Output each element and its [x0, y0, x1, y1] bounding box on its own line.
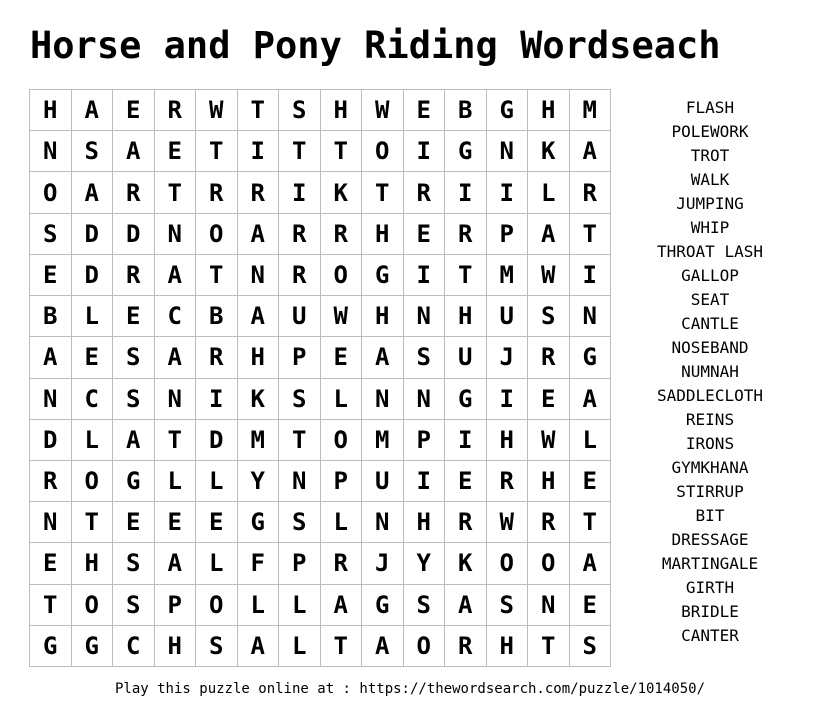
- grid-cell[interactable]: I: [445, 172, 487, 213]
- grid-cell[interactable]: O: [321, 255, 363, 296]
- grid-cell[interactable]: S: [279, 379, 321, 420]
- grid-cell[interactable]: E: [30, 543, 72, 584]
- grid-cell[interactable]: O: [30, 172, 72, 213]
- grid-cell[interactable]: S: [113, 337, 155, 378]
- grid-cell[interactable]: C: [113, 626, 155, 667]
- grid-cell[interactable]: N: [238, 255, 280, 296]
- grid-cell[interactable]: R: [445, 626, 487, 667]
- grid-cell[interactable]: A: [238, 626, 280, 667]
- grid-cell[interactable]: P: [487, 214, 529, 255]
- word-list-item: TROT: [690, 146, 730, 165]
- grid-cell[interactable]: I: [196, 379, 238, 420]
- grid-cell[interactable]: A: [113, 420, 155, 461]
- grid-cell[interactable]: G: [362, 585, 404, 626]
- grid-cell[interactable]: A: [113, 131, 155, 172]
- grid-cell[interactable]: H: [487, 626, 529, 667]
- grid-cell[interactable]: E: [155, 131, 197, 172]
- grid-cell[interactable]: T: [196, 255, 238, 296]
- grid-cell[interactable]: W: [196, 90, 238, 131]
- grid-cell[interactable]: A: [30, 337, 72, 378]
- grid-cell[interactable]: R: [279, 214, 321, 255]
- grid-cell[interactable]: A: [321, 585, 363, 626]
- grid-cell[interactable]: D: [72, 255, 114, 296]
- grid-cell[interactable]: R: [528, 502, 570, 543]
- word-list-item: NOSEBAND: [671, 338, 749, 357]
- grid-cell[interactable]: G: [445, 379, 487, 420]
- grid-cell[interactable]: A: [238, 214, 280, 255]
- grid-cell[interactable]: C: [155, 296, 197, 337]
- word-list-item: GALLOP: [681, 266, 739, 285]
- grid-cell[interactable]: H: [155, 626, 197, 667]
- grid-cell[interactable]: E: [155, 502, 197, 543]
- grid-cell[interactable]: R: [487, 461, 529, 502]
- grid-cell[interactable]: O: [196, 214, 238, 255]
- grid-cell[interactable]: R: [113, 172, 155, 213]
- grid-cell[interactable]: D: [113, 214, 155, 255]
- word-list: [640, 96, 780, 648]
- grid-cell[interactable]: T: [570, 214, 612, 255]
- grid-cell[interactable]: T: [30, 585, 72, 626]
- grid-cell[interactable]: W: [528, 255, 570, 296]
- grid-cell[interactable]: T: [196, 131, 238, 172]
- grid-cell[interactable]: G: [362, 255, 404, 296]
- grid-cell[interactable]: S: [570, 626, 612, 667]
- letter-grid: [29, 89, 611, 667]
- grid-cell[interactable]: S: [196, 626, 238, 667]
- grid-cell[interactable]: N: [362, 379, 404, 420]
- grid-cell[interactable]: T: [279, 131, 321, 172]
- grid-cell[interactable]: D: [196, 420, 238, 461]
- grid-cell[interactable]: S: [404, 337, 446, 378]
- grid-cell[interactable]: L: [279, 585, 321, 626]
- grid-cell[interactable]: B: [445, 90, 487, 131]
- grid-cell[interactable]: R: [113, 255, 155, 296]
- grid-cell[interactable]: F: [238, 543, 280, 584]
- grid-cell[interactable]: M: [238, 420, 280, 461]
- grid-cell[interactable]: I: [445, 420, 487, 461]
- grid-cell[interactable]: R: [196, 172, 238, 213]
- grid-cell[interactable]: E: [570, 461, 612, 502]
- grid-cell[interactable]: U: [445, 337, 487, 378]
- grid-cell[interactable]: G: [487, 90, 529, 131]
- grid-cell[interactable]: N: [30, 131, 72, 172]
- grid-cell[interactable]: O: [404, 626, 446, 667]
- grid-cell[interactable]: R: [528, 337, 570, 378]
- grid-cell[interactable]: H: [487, 420, 529, 461]
- grid-cell[interactable]: M: [487, 255, 529, 296]
- word-list-item: NUMNAH: [681, 362, 739, 381]
- grid-cell[interactable]: J: [487, 337, 529, 378]
- grid-cell[interactable]: N: [362, 502, 404, 543]
- grid-cell[interactable]: P: [321, 461, 363, 502]
- grid-cell[interactable]: R: [404, 172, 446, 213]
- grid-cell[interactable]: H: [72, 543, 114, 584]
- grid-cell[interactable]: M: [570, 90, 612, 131]
- grid-cell[interactable]: K: [445, 543, 487, 584]
- grid-cell[interactable]: T: [72, 502, 114, 543]
- word-list-item: CANTLE: [681, 314, 739, 333]
- grid-cell[interactable]: S: [528, 296, 570, 337]
- grid-cell[interactable]: E: [404, 90, 446, 131]
- word-list-item: WHIP: [690, 218, 730, 237]
- grid-cell[interactable]: E: [570, 585, 612, 626]
- word-list-item: MARTINGALE: [661, 554, 759, 573]
- word-list-item: BIT: [695, 506, 725, 525]
- grid-cell[interactable]: U: [279, 296, 321, 337]
- grid-cell[interactable]: H: [321, 90, 363, 131]
- grid-cell[interactable]: S: [113, 585, 155, 626]
- grid-cell[interactable]: W: [528, 420, 570, 461]
- grid-cell[interactable]: R: [445, 214, 487, 255]
- grid-cell[interactable]: O: [487, 543, 529, 584]
- grid-cell[interactable]: H: [362, 296, 404, 337]
- grid-cell[interactable]: L: [321, 502, 363, 543]
- grid-cell[interactable]: J: [362, 543, 404, 584]
- grid-cell[interactable]: O: [72, 585, 114, 626]
- grid-cell[interactable]: P: [279, 337, 321, 378]
- grid-cell[interactable]: O: [196, 585, 238, 626]
- grid-cell[interactable]: W: [321, 296, 363, 337]
- grid-cell[interactable]: L: [279, 626, 321, 667]
- grid-cell[interactable]: R: [570, 172, 612, 213]
- word-list-item: SADDLECLOTH: [657, 386, 763, 405]
- grid-cell[interactable]: S: [487, 585, 529, 626]
- grid-cell[interactable]: S: [113, 543, 155, 584]
- grid-cell[interactable]: I: [238, 131, 280, 172]
- grid-cell[interactable]: O: [528, 543, 570, 584]
- grid-cell[interactable]: T: [362, 172, 404, 213]
- grid-cell[interactable]: H: [528, 90, 570, 131]
- grid-cell[interactable]: N: [155, 379, 197, 420]
- grid-cell[interactable]: T: [570, 502, 612, 543]
- grid-cell[interactable]: A: [155, 543, 197, 584]
- grid-cell[interactable]: N: [30, 502, 72, 543]
- grid-cell[interactable]: G: [30, 626, 72, 667]
- grid-cell[interactable]: O: [72, 461, 114, 502]
- grid-cell[interactable]: R: [321, 543, 363, 584]
- grid-cell[interactable]: A: [570, 543, 612, 584]
- grid-cell[interactable]: E: [113, 502, 155, 543]
- grid-cell[interactable]: K: [321, 172, 363, 213]
- grid-cell[interactable]: I: [487, 379, 529, 420]
- word-list-item: REINS: [685, 410, 735, 429]
- grid-cell[interactable]: P: [404, 420, 446, 461]
- grid-cell[interactable]: T: [155, 420, 197, 461]
- grid-cell[interactable]: E: [113, 296, 155, 337]
- grid-cell[interactable]: A: [72, 90, 114, 131]
- grid-cell[interactable]: A: [445, 585, 487, 626]
- grid-cell[interactable]: H: [30, 90, 72, 131]
- grid-cell[interactable]: Y: [404, 543, 446, 584]
- grid-cell[interactable]: T: [238, 90, 280, 131]
- grid-cell[interactable]: H: [238, 337, 280, 378]
- word-list-item: FLASH: [685, 98, 735, 117]
- grid-cell[interactable]: I: [404, 255, 446, 296]
- grid-cell[interactable]: T: [445, 255, 487, 296]
- word-list-item: JUMPING: [676, 194, 744, 213]
- grid-cell[interactable]: S: [30, 214, 72, 255]
- grid-cell[interactable]: I: [487, 172, 529, 213]
- grid-cell[interactable]: L: [196, 543, 238, 584]
- grid-cell[interactable]: H: [445, 296, 487, 337]
- grid-cell[interactable]: A: [155, 337, 197, 378]
- grid-cell[interactable]: R: [445, 502, 487, 543]
- grid-cell[interactable]: A: [72, 172, 114, 213]
- grid-cell[interactable]: A: [528, 214, 570, 255]
- grid-cell[interactable]: S: [72, 131, 114, 172]
- grid-cell[interactable]: G: [72, 626, 114, 667]
- grid-cell[interactable]: R: [155, 90, 197, 131]
- grid-cell[interactable]: R: [279, 255, 321, 296]
- word-list-item: IRONS: [685, 434, 735, 453]
- grid-cell[interactable]: T: [155, 172, 197, 213]
- grid-cell[interactable]: A: [155, 255, 197, 296]
- grid-cell[interactable]: N: [30, 379, 72, 420]
- grid-cell[interactable]: L: [72, 420, 114, 461]
- grid-cell[interactable]: R: [321, 214, 363, 255]
- word-list-item: WALK: [690, 170, 730, 189]
- grid-cell[interactable]: I: [279, 172, 321, 213]
- grid-cell[interactable]: M: [362, 420, 404, 461]
- grid-cell[interactable]: G: [570, 337, 612, 378]
- page-title: Horse and Pony Riding Wordseach: [30, 24, 721, 67]
- grid-cell[interactable]: P: [155, 585, 197, 626]
- grid-cell[interactable]: P: [279, 543, 321, 584]
- grid-cell[interactable]: A: [362, 337, 404, 378]
- grid-cell[interactable]: R: [30, 461, 72, 502]
- grid-cell[interactable]: G: [113, 461, 155, 502]
- grid-cell[interactable]: W: [362, 90, 404, 131]
- grid-cell[interactable]: G: [238, 502, 280, 543]
- grid-cell[interactable]: E: [196, 502, 238, 543]
- grid-cell[interactable]: D: [30, 420, 72, 461]
- grid-cell[interactable]: I: [570, 255, 612, 296]
- grid-cell[interactable]: N: [404, 296, 446, 337]
- grid-cell[interactable]: S: [404, 585, 446, 626]
- grid-cell[interactable]: N: [404, 379, 446, 420]
- grid-cell[interactable]: W: [487, 502, 529, 543]
- grid-cell[interactable]: I: [404, 461, 446, 502]
- word-list-item: BRIDLE: [681, 602, 739, 621]
- word-list-item: STIRRUP: [676, 482, 744, 501]
- grid-cell[interactable]: B: [196, 296, 238, 337]
- grid-cell[interactable]: H: [404, 502, 446, 543]
- grid-cell[interactable]: E: [445, 461, 487, 502]
- grid-cell[interactable]: L: [155, 461, 197, 502]
- grid-cell[interactable]: S: [279, 502, 321, 543]
- grid-cell[interactable]: U: [487, 296, 529, 337]
- grid-cell[interactable]: B: [30, 296, 72, 337]
- grid-cell[interactable]: I: [404, 131, 446, 172]
- grid-cell[interactable]: E: [72, 337, 114, 378]
- word-list-item: CANTER: [681, 626, 739, 645]
- word-list-item: POLEWORK: [671, 122, 749, 141]
- grid-cell[interactable]: E: [30, 255, 72, 296]
- grid-cell[interactable]: S: [113, 379, 155, 420]
- grid-cell[interactable]: N: [155, 214, 197, 255]
- grid-cell[interactable]: A: [362, 626, 404, 667]
- grid-cell[interactable]: N: [570, 296, 612, 337]
- grid-cell[interactable]: N: [528, 585, 570, 626]
- grid-cell[interactable]: C: [72, 379, 114, 420]
- word-list-item: THROAT LASH: [657, 242, 763, 261]
- word-list-item: DRESSAGE: [671, 530, 749, 549]
- grid-cell[interactable]: D: [72, 214, 114, 255]
- word-list-item: GIRTH: [685, 578, 735, 597]
- grid-cell[interactable]: L: [72, 296, 114, 337]
- grid-cell[interactable]: K: [238, 379, 280, 420]
- footer-link-text: Play this puzzle online at : https://thewordsearch.com/puzzle/1014050/: [114, 681, 705, 697]
- grid-cell[interactable]: H: [362, 214, 404, 255]
- grid-cell[interactable]: T: [279, 420, 321, 461]
- grid-cell[interactable]: L: [196, 461, 238, 502]
- grid-cell[interactable]: R: [196, 337, 238, 378]
- grid-cell[interactable]: K: [528, 131, 570, 172]
- grid-cell[interactable]: R: [238, 172, 280, 213]
- grid-cell[interactable]: L: [238, 585, 280, 626]
- grid-cell[interactable]: N: [487, 131, 529, 172]
- grid-cell[interactable]: A: [570, 379, 612, 420]
- grid-cell[interactable]: L: [570, 420, 612, 461]
- grid-cell[interactable]: H: [528, 461, 570, 502]
- grid-cell[interactable]: A: [570, 131, 612, 172]
- grid-cell[interactable]: U: [362, 461, 404, 502]
- word-list-item: GYMKHANA: [671, 458, 749, 477]
- grid-cell[interactable]: L: [528, 172, 570, 213]
- grid-cell[interactable]: E: [113, 90, 155, 131]
- grid-cell[interactable]: E: [404, 214, 446, 255]
- grid-cell[interactable]: T: [321, 131, 363, 172]
- word-list-item: SEAT: [690, 290, 730, 309]
- grid-cell[interactable]: E: [321, 337, 363, 378]
- grid-cell[interactable]: G: [445, 131, 487, 172]
- grid-cell[interactable]: A: [238, 296, 280, 337]
- grid-cell[interactable]: N: [279, 461, 321, 502]
- grid-cell[interactable]: L: [321, 379, 363, 420]
- grid-cell[interactable]: T: [528, 626, 570, 667]
- grid-cell[interactable]: T: [321, 626, 363, 667]
- grid-cell[interactable]: O: [321, 420, 363, 461]
- grid-cell[interactable]: O: [362, 131, 404, 172]
- grid-cell[interactable]: Y: [238, 461, 280, 502]
- grid-cell[interactable]: S: [279, 90, 321, 131]
- grid-cell[interactable]: E: [528, 379, 570, 420]
